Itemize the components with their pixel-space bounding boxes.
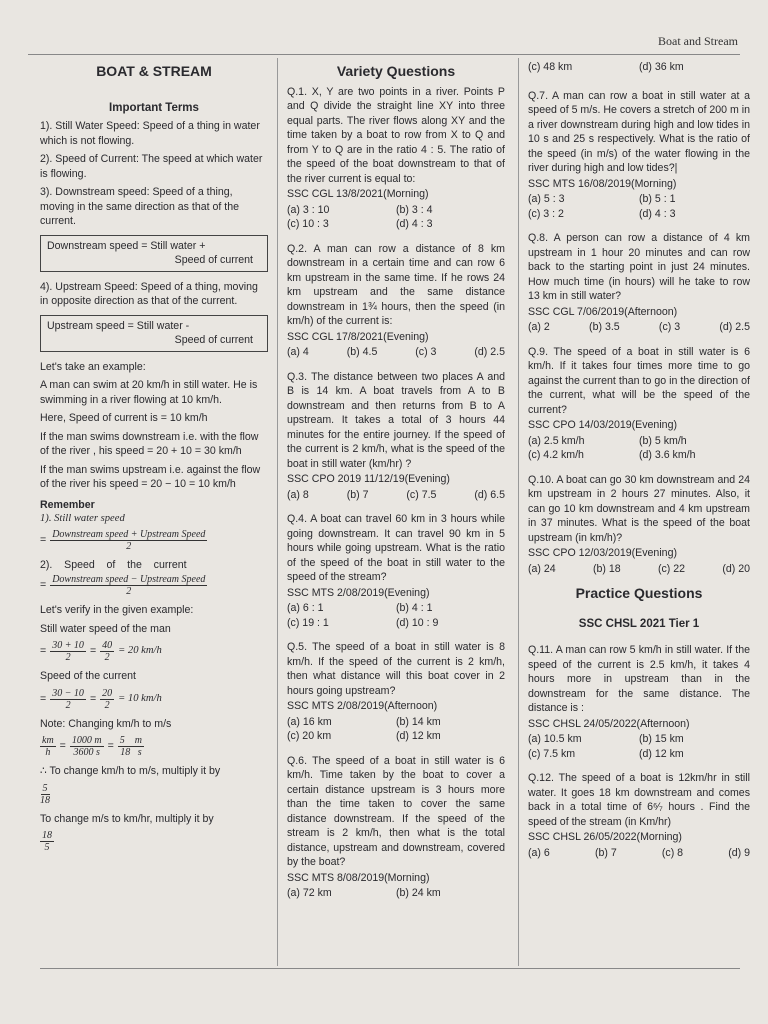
option: (b) 18 — [592, 562, 621, 575]
options — [528, 562, 750, 577]
equals-sign: = — [40, 692, 47, 705]
option: (c) 48 km — [528, 61, 573, 73]
exam-source: SSC MTS 2/08/2019(Evening) — [287, 586, 430, 599]
option: (d) 12 km — [396, 730, 441, 742]
options — [287, 886, 505, 901]
section-title: Variety Questions — [336, 63, 456, 79]
verify-text: Still water speed of the man — [40, 622, 171, 635]
questions-column-right — [528, 60, 750, 870]
option: (b) 7 — [594, 846, 617, 859]
option: (b) 14 km — [396, 715, 441, 728]
option: (c) 10 : 3 — [287, 218, 329, 230]
question-text: Q.8. A person can row a distance of 4 km upstream in 1 hour 20 minutes and can row back to the starting point in just 24 minutes. How much time (in hours) will he take to row 13 km in still water? — [528, 232, 750, 302]
exam-tier-title: SSC CHSL 2021 Tier 1 — [578, 617, 700, 630]
term-downstream: 3). Downstream speed: Speed of a thing, moving in the same direction as that of the current. — [40, 186, 240, 227]
conversion-rule: To change m/s to km/hr, multiply it by — [40, 812, 214, 825]
exam-source: SSC CPO 12/03/2019(Evening) — [528, 547, 677, 559]
question-text: Q.4. A boat can travel 60 km in 3 hours while going downstream. It can travel 90 km in 5 hours while going upstream. What is the ratio of the speed of the boat in still water to the speed of the stream? — [287, 513, 505, 583]
numerator: 30 + 10 — [52, 640, 84, 651]
options — [528, 192, 750, 221]
option: (b) 5 : 1 — [639, 193, 676, 205]
question-item — [287, 242, 505, 360]
denominator: h — [45, 747, 51, 758]
question-text: Q.7. A man can row a boat in still water at a speed of 5 m/s. He covers a stretch of 200 m in a river downstream during high and low tides in 10 s and 25 s respectively. What is the ratio of the speed (in m/s) of the water flowing in the river during high and low tides?| — [528, 89, 750, 174]
option: (c) 22 — [657, 562, 686, 575]
denominator: 18 — [40, 794, 50, 806]
option: (d) 9 — [728, 846, 750, 859]
downstream-formula-box — [40, 235, 268, 272]
exam-source: SSC CHSL 26/05/2022(Morning) — [528, 831, 682, 843]
note-text: Note: Changing km/h to m/s — [40, 717, 172, 730]
option: (c) 19 : 1 — [287, 616, 329, 629]
question-item — [528, 89, 750, 222]
question-item — [287, 370, 505, 503]
example-intro: Let's take an example: — [40, 360, 146, 373]
term-upstream: 4). Upstream Speed: Speed of a thing, moving in opposite direction as that of the current. — [40, 280, 258, 307]
question-item — [287, 754, 505, 901]
option: (c) 7.5 km — [528, 747, 576, 760]
denominator: 2 — [126, 586, 132, 597]
theory-column — [40, 60, 268, 859]
option: (a) 3 : 10 — [287, 203, 330, 216]
numerator: 18 — [42, 830, 52, 841]
numerator: Downstream speed + Upstream Speed — [52, 528, 206, 540]
remember-heading: Remember — [40, 498, 95, 511]
bottom-rule — [40, 968, 740, 969]
option: (d) 4 : 3 — [396, 218, 433, 230]
exam-source: SSC CGL 13/8/2021(Morning) — [287, 188, 429, 200]
remember-2-formula — [40, 574, 268, 597]
options — [287, 203, 505, 232]
equals-sign: = — [89, 645, 97, 658]
question-text: Q.5. The speed of a boat in still water is 8 km/h. If the speed of the current is 2 km/h, then what distance will this boat cover in 2 hours going upstream? — [287, 641, 505, 697]
question-item — [287, 640, 505, 744]
denominator: 3600 s — [73, 747, 100, 758]
option: (d) 4 : 3 — [639, 207, 676, 220]
option: (d) 3.6 km/h — [639, 449, 696, 461]
options — [287, 345, 505, 360]
numerator: 30 − 10 — [52, 687, 84, 699]
exam-source: SSC MTS 8/08/2019(Morning) — [287, 871, 430, 884]
fraction — [50, 640, 86, 663]
option: (d) 2.5 — [474, 346, 505, 358]
question-text: Q.9. The speed of a boat in still water is 6 km/h. If it takes four times more time to go against the current than to go in the direction of the current, what will be the speed of the current? — [528, 345, 750, 416]
running-header: Boat and Stream — [658, 34, 738, 48]
option: (d) 12 km — [639, 747, 684, 760]
option: (b) 15 km — [639, 733, 684, 745]
fraction — [70, 735, 104, 758]
question-item — [528, 473, 750, 577]
question-text: Q.11. A man can row 5 km/h in still water. If the speed of the current is 2.5 km/h, it takes 4 hours more in upstream than in the downstream for the same distance. The distance is : — [528, 644, 750, 714]
option: (b) 3 : 4 — [396, 203, 433, 216]
fraction — [118, 735, 144, 758]
option: (a) 6 — [528, 846, 550, 859]
equals-sign: = — [40, 645, 47, 658]
fraction — [50, 688, 86, 711]
current-calc — [40, 688, 268, 711]
option: (a) 8 — [287, 488, 309, 501]
upstream-formula-box — [40, 315, 268, 352]
options — [287, 488, 505, 503]
exam-source: SSC CPO 14/03/2019(Evening) — [528, 419, 677, 431]
option: (c) 7.5 — [406, 488, 437, 501]
option: (a) 2.5 km/h — [528, 434, 585, 447]
chapter-title: BOAT & STREAM — [96, 63, 212, 79]
option: (a) 2 — [528, 321, 550, 333]
question-item — [528, 345, 750, 463]
unit-conversion — [40, 735, 268, 758]
option: (a) 72 km — [287, 887, 332, 899]
question-list — [528, 89, 750, 577]
numerator: km — [42, 735, 54, 746]
question-text: Q.6. The speed of a boat in still water is 6 km/h. Time taken by the boat to cover a certain distance upstream is 3 hours more than the time taken to cover the same distance downstream. If the speed of the stream is 2 km/h, then what is the total distance, upstream and downstream, covered by the boat? — [287, 754, 505, 868]
question-list — [528, 643, 750, 860]
question-text: Q.2. A man can row a distance of 8 km downstream in a certain time and can row 6 km upstream in the same time. If he rows 24 km upstream and the same distance downstream in 1¾ hours, then the speed (in km/h) of the current is: — [287, 242, 505, 327]
top-rule — [28, 54, 740, 55]
option: (b) 5 km/h — [639, 434, 687, 447]
question-text: Q.10. A boat can go 30 km downstream and 24 km upstream in 2 hours 27 minutes. Also, it can go 10 km downstream and 4 km upstream in 37 minutes. What is the speed of the boat upstream (in km/h)? — [528, 473, 750, 544]
verify-intro: Let's verify in the given example: — [40, 604, 194, 616]
option: (d) 2.5 — [719, 321, 750, 333]
option: (d) 6.5 — [474, 488, 505, 501]
option: (c) 20 km — [287, 730, 332, 742]
question-item — [287, 85, 505, 232]
option: (c) 3 : 2 — [528, 207, 564, 220]
formula-line: Downstream speed = Still water + — [47, 239, 206, 252]
example-text: If the man swims downstream i.e. with the flow of the river , his speed = 20 + 10 = 30 km/h — [40, 430, 259, 457]
question-item — [528, 231, 750, 335]
option: (a) 5 : 3 — [528, 193, 565, 205]
option: (b) 7 — [346, 488, 369, 501]
current-label: Speed of the current — [40, 670, 136, 682]
option: (b) 24 km — [396, 887, 441, 899]
practice-title: Practice Questions — [575, 585, 703, 601]
option: (b) 4 : 1 — [396, 602, 433, 614]
fraction — [50, 574, 207, 597]
formula-line: Upstream speed = Still water - — [47, 319, 190, 332]
denominator: 2 — [65, 652, 71, 663]
exam-source: SSC CGL 17/8/2021(Evening) — [287, 330, 429, 343]
equals-sign: = — [89, 692, 97, 705]
denominator: 2 — [65, 699, 71, 711]
option: (d) 36 km — [639, 61, 684, 73]
equals-sign: = — [40, 533, 47, 546]
exam-source: SSC CGL 7/06/2019(Afternoon) — [528, 305, 678, 318]
result: = 20 km/h — [118, 645, 162, 657]
denominator: 2 — [104, 699, 110, 711]
exam-source: SSC MTS 2/08/2019(Afternoon) — [287, 700, 438, 712]
question-text: Q.1. X, Y are two points in a river. Points P and Q divide the straight line XY into three equal parts. The river flows along XY and the time taken by a boat to row from X to Q and from Y to Q are in the ratio 4 : 5. The ratio of the speed of the boat downstream to that of the river current is equal to: — [287, 85, 505, 185]
option: (a) 16 km — [287, 715, 332, 728]
question-item — [528, 643, 750, 761]
remember-1-label: 1). Still water speed — [40, 513, 125, 524]
column-divider-1 — [277, 58, 278, 966]
options — [528, 846, 750, 861]
terms-heading: Important Terms — [109, 101, 199, 114]
options — [287, 601, 505, 630]
option: (c) 3 — [415, 346, 437, 358]
question-item — [287, 512, 505, 630]
option: (a) 24 — [528, 562, 556, 575]
numerator: Downstream speed − Upstream Speed — [52, 574, 206, 585]
option: (a) 10.5 km — [528, 733, 582, 745]
question-text: Q.12. The speed of a boat is 12km/hr in still water. It goes 18 km downstream and comes back in a total time of 6⁶⁄₇ hours . Find the speed of the stream (in Km/hr) — [528, 772, 750, 828]
option: (c) 4.2 km/h — [528, 449, 584, 461]
question-item — [528, 771, 750, 860]
example-text: A man can swim at 20 km/h in still water. He is swimming in a river flowing at 10 km/h. — [40, 379, 258, 406]
numerator: 5 m — [119, 735, 143, 746]
example-text: If the man swims upstream i.e. against the flow of the river his speed = 20 − 10 = 10 km/h — [40, 463, 261, 490]
denominator: 2 — [126, 540, 132, 552]
conversion-factor — [40, 783, 268, 806]
denominator: 18 s — [120, 747, 142, 758]
numerator: 40 — [102, 640, 113, 651]
numerator: 5 — [42, 782, 48, 794]
exam-source: SSC CPO 2019 11/12/19(Evening) — [287, 473, 450, 485]
option: (c) 8 — [661, 846, 684, 859]
fraction — [40, 830, 54, 853]
variety-questions-column — [287, 60, 505, 911]
options — [528, 434, 750, 463]
denominator: 5 — [44, 842, 50, 853]
exam-source: SSC MTS 16/08/2019(Morning) — [528, 177, 677, 190]
fraction — [100, 688, 114, 711]
options — [528, 320, 750, 335]
fraction — [40, 735, 56, 758]
term-still-water: 1). Still Water Speed: Speed of a thing in water which is not flowing. — [40, 120, 260, 147]
equals-sign: = — [59, 740, 66, 753]
numerator: 1000 m — [71, 735, 102, 746]
equals-sign: = — [40, 579, 47, 592]
remember-2-label: 2). Speed of the current — [40, 558, 187, 571]
fraction — [50, 529, 207, 552]
option: (d) 10 : 9 — [396, 616, 439, 629]
question-text: Q.3. The distance between two places A and B is 14 km. A boat travels from A to B downstream and then returns from B to A upstream. It takes a total of 3 hours 44 minutes for the entire journey. If the speed of the current is 2 km/h, what is the speed of the boat in still water (km/hr) ? — [287, 370, 505, 470]
formula-line: Speed of current — [174, 254, 253, 266]
denominator: 2 — [104, 652, 110, 663]
fraction — [40, 783, 50, 806]
still-water-calc — [40, 640, 268, 663]
result: = 10 km/h — [118, 692, 162, 704]
numerator: 20 — [102, 687, 113, 699]
option: (b) 3.5 — [589, 321, 620, 333]
option: (a) 6 : 1 — [287, 602, 324, 614]
option: (c) 3 — [658, 321, 681, 333]
column-divider-2 — [518, 58, 519, 966]
term-current: 2). Speed of Current: The speed at which water is flowing. — [40, 153, 263, 180]
fraction — [100, 640, 114, 663]
remember-1-formula — [40, 529, 268, 552]
formula-line: Speed of current — [174, 334, 253, 346]
option: (d) 20 — [722, 562, 750, 575]
option: (b) 4.5 — [346, 346, 378, 358]
option: (a) 4 — [287, 346, 309, 358]
options — [528, 732, 750, 761]
example-text: Here, Speed of current is = 10 km/h — [40, 412, 208, 424]
carried-options — [528, 60, 750, 75]
options — [287, 715, 505, 744]
exam-source: SSC CHSL 24/05/2022(Afternoon) — [528, 717, 690, 730]
question-list — [287, 85, 505, 901]
conversion-rule: ∴ To change km/h to m/s, multiply it by — [40, 765, 221, 777]
equals-sign: = — [107, 740, 114, 753]
conversion-factor — [40, 830, 268, 853]
